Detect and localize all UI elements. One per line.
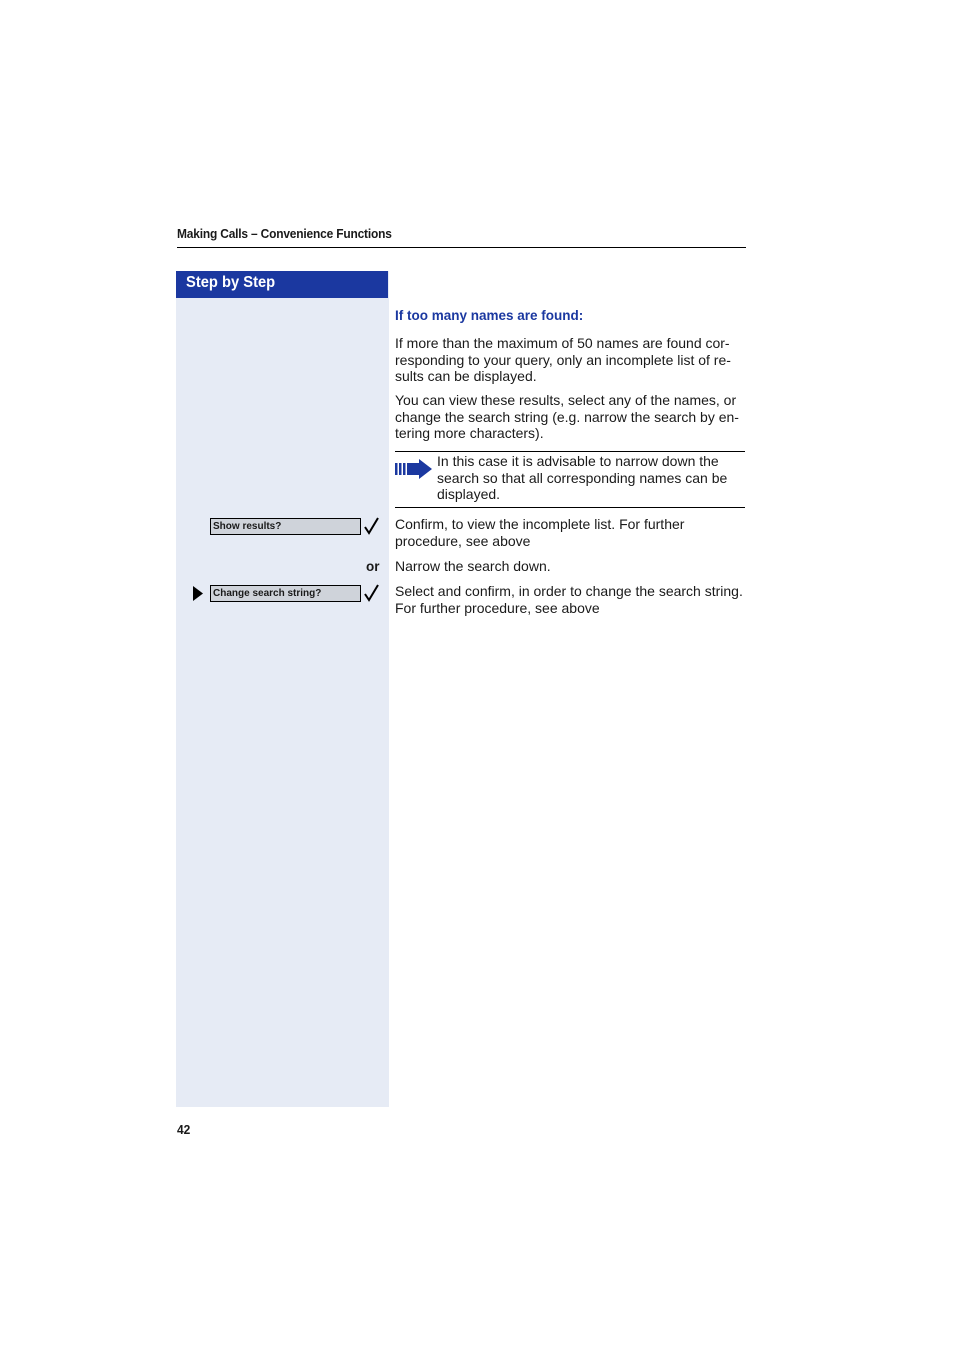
checkmark-icon[interactable] — [363, 584, 380, 602]
header-divider — [177, 247, 746, 248]
sidebar-heading — [176, 271, 388, 298]
paragraph-limit: If more than the maximum of 50 names are found cor-responding to your query, only an incomplete list of re-sults can be displayed. — [395, 335, 731, 384]
step-sidebar — [176, 271, 389, 1107]
sidebar-heading-label: Step by Step — [186, 274, 276, 291]
page-header-title: Making Calls – Convenience Functions — [177, 226, 392, 241]
page-number: 42 — [177, 1122, 191, 1137]
section-title: If too many names are found: — [395, 308, 584, 323]
triangle-right-icon[interactable] — [193, 586, 203, 601]
note-text: In this case it is advisable to narrow down the search so that all corresponding names can be displayed. — [437, 453, 728, 502]
step-narrow-text: Narrow the search down. — [395, 558, 551, 574]
or-connector: or — [366, 559, 380, 574]
note-arrow-icon — [395, 459, 433, 479]
display-show-results[interactable]: Show results? — [210, 518, 361, 535]
display-change-search-string[interactable]: Change search string? — [210, 585, 361, 602]
checkmark-icon[interactable] — [363, 517, 380, 535]
paragraph-options: You can view these results, select any of the names, or change the search string (e.g. narrow the search by en-tering more characters). — [395, 392, 739, 441]
step-change-search-text: Select and confirm, in order to change the search string. For further procedure, see above — [395, 583, 743, 616]
note-bottom-rule — [395, 507, 745, 508]
note-top-rule — [395, 451, 745, 452]
step-confirm-text: Confirm, to view the incomplete list. For further procedure, see above — [395, 516, 685, 549]
